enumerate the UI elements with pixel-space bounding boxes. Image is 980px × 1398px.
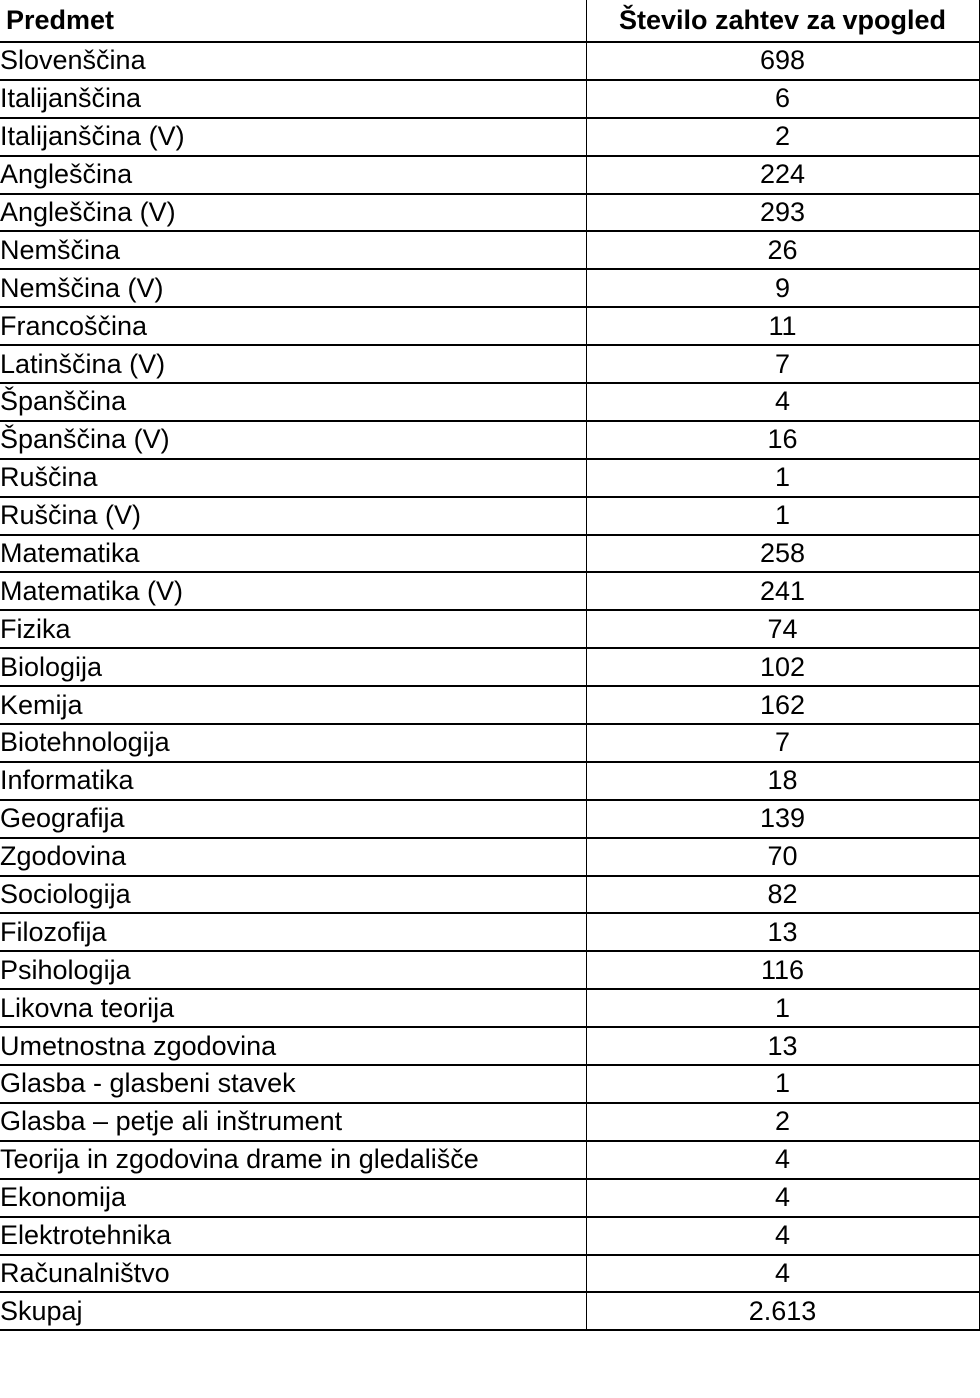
count-cell: 4 bbox=[586, 1217, 979, 1255]
subject-cell: Biotehnologija bbox=[0, 724, 586, 762]
table-row bbox=[0, 80, 979, 118]
count-cell: 4 bbox=[586, 1141, 979, 1179]
subject-cell: Skupaj bbox=[0, 1292, 586, 1330]
subject-cell: Teorija in zgodovina drame in gledališče bbox=[0, 1141, 586, 1179]
table-row bbox=[0, 762, 979, 800]
table-row bbox=[0, 269, 979, 307]
table-row bbox=[0, 876, 979, 914]
header-count: Število zahtev za vpogled bbox=[586, 0, 979, 42]
count-cell: 139 bbox=[586, 800, 979, 838]
subject-cell: Angleščina (V) bbox=[0, 194, 586, 232]
count-cell: 241 bbox=[586, 572, 979, 610]
subject-cell: Glasba - glasbeni stavek bbox=[0, 1065, 586, 1103]
count-cell: 224 bbox=[586, 156, 979, 194]
table-row bbox=[0, 1179, 979, 1217]
count-cell: 162 bbox=[586, 686, 979, 724]
count-cell: 1 bbox=[586, 459, 979, 497]
count-cell: 116 bbox=[586, 951, 979, 989]
table-row bbox=[0, 1103, 979, 1141]
table-row bbox=[0, 459, 979, 497]
table-row bbox=[0, 724, 979, 762]
subject-cell: Elektrotehnika bbox=[0, 1217, 586, 1255]
table-row bbox=[0, 572, 979, 610]
table-row bbox=[0, 686, 979, 724]
subject-cell: Ruščina (V) bbox=[0, 497, 586, 535]
count-cell: 13 bbox=[586, 913, 979, 951]
table-row bbox=[0, 535, 979, 573]
subject-cell: Španščina bbox=[0, 383, 586, 421]
table-row bbox=[0, 1065, 979, 1103]
count-cell: 1 bbox=[586, 497, 979, 535]
subject-cell: Umetnostna zgodovina bbox=[0, 1027, 586, 1065]
subject-cell: Nemščina bbox=[0, 231, 586, 269]
count-cell: 2.613 bbox=[586, 1292, 979, 1330]
count-cell: 82 bbox=[586, 876, 979, 914]
subject-cell: Ekonomija bbox=[0, 1179, 586, 1217]
table-row bbox=[0, 307, 979, 345]
subject-cell: Nemščina (V) bbox=[0, 269, 586, 307]
subject-cell: Matematika bbox=[0, 535, 586, 573]
subject-cell: Latinščina (V) bbox=[0, 345, 586, 383]
count-cell: 293 bbox=[586, 194, 979, 232]
subject-cell: Informatika bbox=[0, 762, 586, 800]
subject-cell: Računalništvo bbox=[0, 1255, 586, 1293]
table-row bbox=[0, 421, 979, 459]
table-row bbox=[0, 194, 979, 232]
subject-cell: Psihologija bbox=[0, 951, 586, 989]
table-row bbox=[0, 838, 979, 876]
count-cell: 6 bbox=[586, 80, 979, 118]
subject-cell: Fizika bbox=[0, 610, 586, 648]
count-cell: 2 bbox=[586, 1103, 979, 1141]
subject-cell: Španščina (V) bbox=[0, 421, 586, 459]
table-row bbox=[0, 156, 979, 194]
subject-cell: Matematika (V) bbox=[0, 572, 586, 610]
total-row bbox=[0, 1292, 979, 1330]
table-row bbox=[0, 951, 979, 989]
subject-cell: Glasba – petje ali inštrument bbox=[0, 1103, 586, 1141]
subject-cell: Italijanščina (V) bbox=[0, 118, 586, 156]
header-subject: Predmet bbox=[0, 0, 586, 42]
table-row bbox=[0, 1027, 979, 1065]
count-cell: 698 bbox=[586, 42, 979, 80]
count-cell: 18 bbox=[586, 762, 979, 800]
count-cell: 26 bbox=[586, 231, 979, 269]
subject-cell: Italijanščina bbox=[0, 80, 586, 118]
count-cell: 11 bbox=[586, 307, 979, 345]
count-cell: 70 bbox=[586, 838, 979, 876]
table-row bbox=[0, 118, 979, 156]
count-cell: 4 bbox=[586, 383, 979, 421]
subject-cell: Zgodovina bbox=[0, 838, 586, 876]
count-cell: 7 bbox=[586, 345, 979, 383]
count-cell: 13 bbox=[586, 1027, 979, 1065]
count-cell: 74 bbox=[586, 610, 979, 648]
count-cell: 2 bbox=[586, 118, 979, 156]
table-row bbox=[0, 383, 979, 421]
subject-cell: Angleščina bbox=[0, 156, 586, 194]
count-cell: 7 bbox=[586, 724, 979, 762]
subject-cell: Biologija bbox=[0, 648, 586, 686]
subject-cell: Filozofija bbox=[0, 913, 586, 951]
table-row bbox=[0, 800, 979, 838]
table-row bbox=[0, 42, 979, 80]
count-cell: 4 bbox=[586, 1255, 979, 1293]
subject-cell: Slovenščina bbox=[0, 42, 586, 80]
count-cell: 16 bbox=[586, 421, 979, 459]
subject-cell: Ruščina bbox=[0, 459, 586, 497]
table-row bbox=[0, 1141, 979, 1179]
table-row bbox=[0, 913, 979, 951]
count-cell: 258 bbox=[586, 535, 979, 573]
table-row bbox=[0, 345, 979, 383]
table-row bbox=[0, 231, 979, 269]
subject-cell: Kemija bbox=[0, 686, 586, 724]
subject-cell: Geografija bbox=[0, 800, 586, 838]
table-row bbox=[0, 1217, 979, 1255]
count-cell: 4 bbox=[586, 1179, 979, 1217]
count-cell: 9 bbox=[586, 269, 979, 307]
count-cell: 1 bbox=[586, 989, 979, 1027]
table-row bbox=[0, 497, 979, 535]
subject-cell: Francoščina bbox=[0, 307, 586, 345]
table-row bbox=[0, 1255, 979, 1293]
header-row bbox=[0, 0, 979, 42]
count-cell: 102 bbox=[586, 648, 979, 686]
table-row bbox=[0, 648, 979, 686]
table-row bbox=[0, 610, 979, 648]
subject-cell: Likovna teorija bbox=[0, 989, 586, 1027]
table-row bbox=[0, 989, 979, 1027]
subject-cell: Sociologija bbox=[0, 876, 586, 914]
count-cell: 1 bbox=[586, 1065, 979, 1103]
